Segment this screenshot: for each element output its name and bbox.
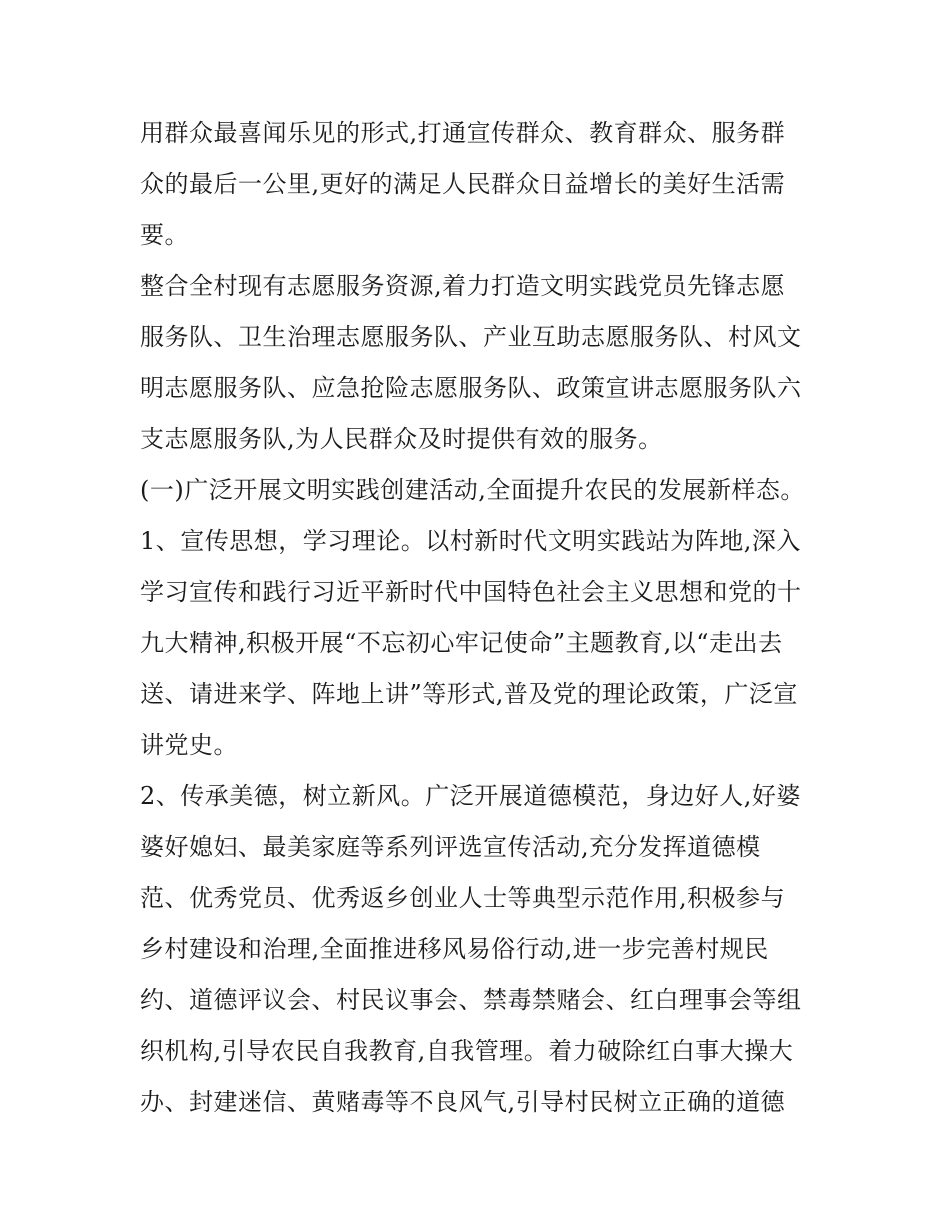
text-line: 要。 [140,221,189,249]
text-line: 讲党史。 [140,731,238,759]
text-line: 学习宣传和践行习近平新时代中国特色社会主义思想和党的十 [140,578,802,606]
text-line: 2、传承美德，树立新风。广泛开展道德模范，身边好人,好婆 [140,782,801,810]
text-line: 支志愿服务队,为人民群众及时提供有效的服务。 [140,425,663,453]
text-line: 送、请进来学、阵地上讲”等形式,普及党的理论政策，广泛宣 [140,680,798,708]
text-line: 九大精神,积极开展“不忘初心牢记使命”主题教育,以“走出去 [140,629,783,657]
text-line: 整合全村现有志愿服务资源,着力打造文明实践党员先锋志愿 [140,272,786,300]
text-line: 乡村建设和治理,全面推进移风易俗行动,进一步完善村规民 [140,935,769,963]
text-line: 用群众最喜闻乐见的形式,打通宣传群众、教育群众、服务群 [140,119,786,147]
text-line: 1、宣传思想，学习理论。以村新时代文明实践站为阵地,深入 [140,527,801,555]
text-line: 办、封建迷信、黄赌毒等不良风气,引导村民树立正确的道德 [140,1088,786,1116]
text-line: 织机构,引导农民自我教育,自我管理。着力破除红白事大操大 [140,1037,794,1065]
text-line: 约、道德评议会、村民议事会、禁毒禁赌会、红白理事会等组 [140,986,802,1014]
text-line: 众的最后一公里,更好的满足人民群众日益增长的美好生活需 [140,170,786,198]
text-line: 婆好媳妇、最美家庭等系列评选宣传活动,充分发挥道德模 [140,833,761,861]
text-line: 明志愿服务队、应急抢险志愿服务队、政策宣讲志愿服务队六 [140,374,802,402]
text-line: 范、优秀党员、优秀返乡创业人士等典型示范作用,积极参与 [140,884,786,912]
section-heading: (一)广泛开展文明实践创建活动,全面提升农民的发展新样态。 [140,476,805,504]
text-line: 服务队、卫生治理志愿服务队、产业互助志愿服务队、村风文 [140,323,802,351]
body-text [140,108,830,1128]
